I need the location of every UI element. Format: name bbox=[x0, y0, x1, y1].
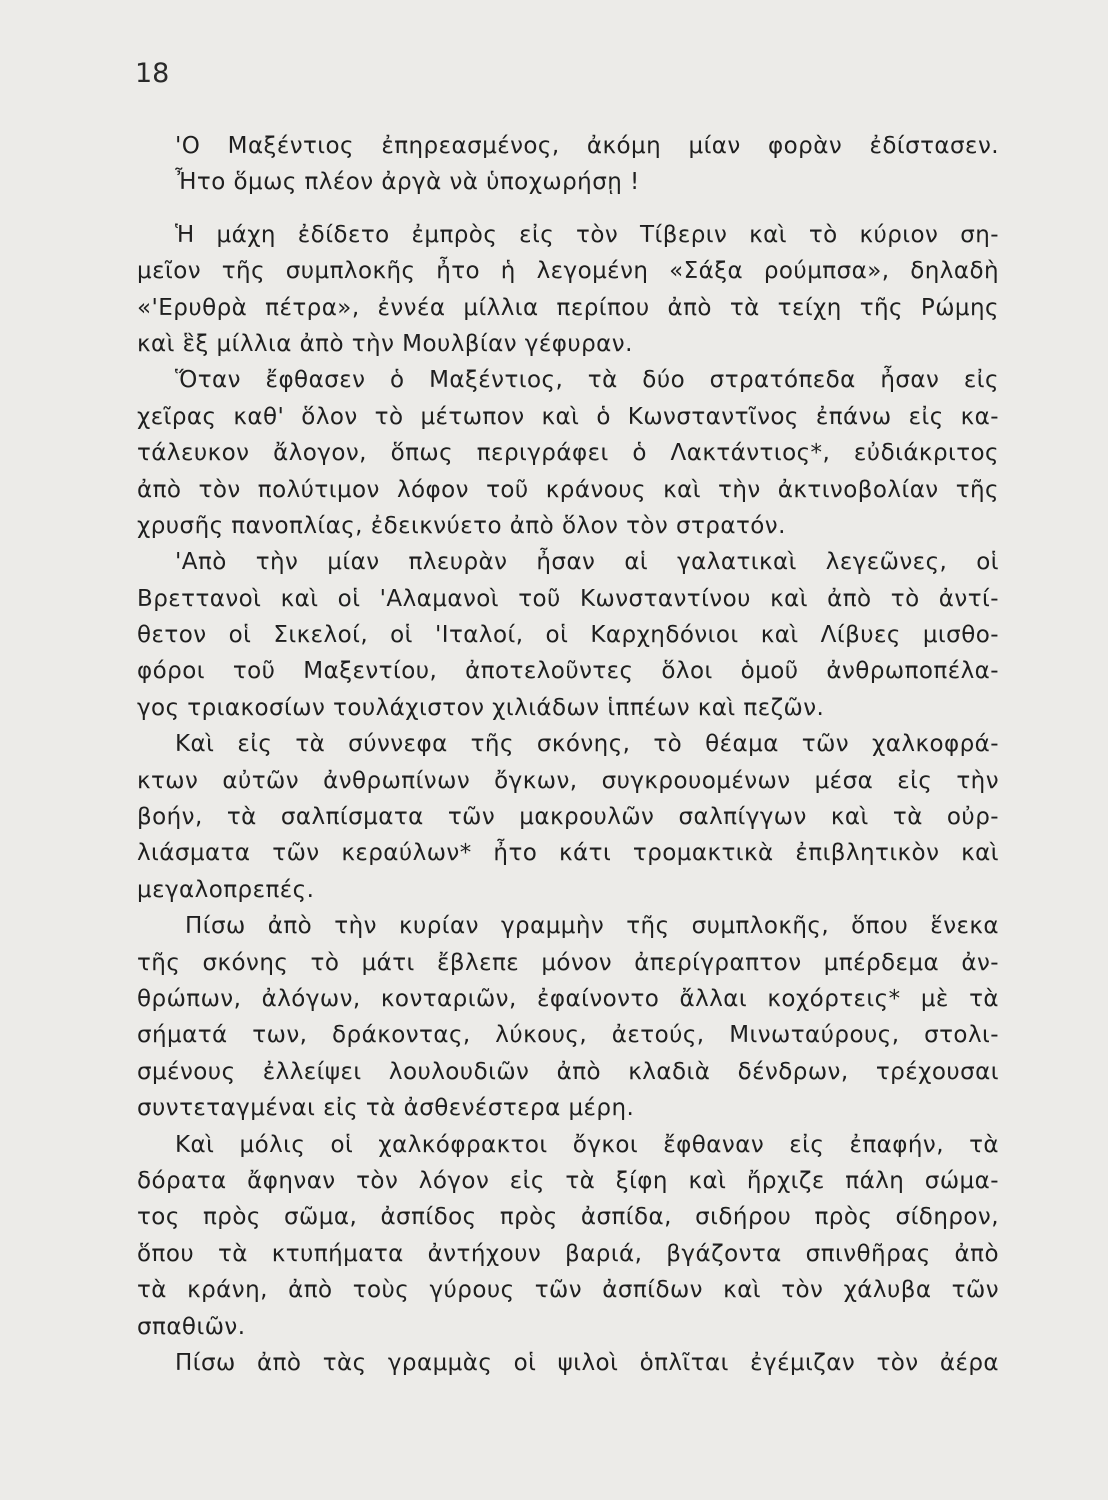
text-line: Ἡ μάχη ἐδίδετο ἐμπρὸς εἰς τὸν Τίβεριν καὶ τὸ κύριον ση- bbox=[175, 221, 999, 248]
text-line: τάλευκον ἄλογον, ὅπως περιγράφει ὁ Λακτάντιος*, εὐδιάκριτος bbox=[137, 440, 999, 467]
text-line: σήματά των, δράκοντας, λύκους, ἀετούς, Μινωταύρους, στολι- bbox=[137, 1022, 999, 1049]
text-line: μεῖον τῆς συμπλοκῆς ἦτο ἡ λεγομένη «Σάξα ρούμπσα», δηλαδὴ bbox=[137, 258, 999, 285]
text-line: 'Ο Μαξέντιος ἐπηρεασμένος, ἀκόμη μίαν φορὰν ἐδίστασεν. bbox=[175, 133, 999, 159]
text-line: τος πρὸς σῶμα, ἀσπίδος πρὸς ἀσπίδα, σιδήρου πρὸς σίδηρον, bbox=[137, 1204, 999, 1231]
body-text bbox=[137, 128, 999, 1381]
text-line: μεγαλοπρεπές. bbox=[137, 876, 315, 903]
page-number: 18 bbox=[135, 58, 170, 89]
text-line: Καὶ μόλις οἱ χαλκόφρακτοι ὄγκοι ἔφθαναν εἰς ἐπαφήν, τὰ bbox=[175, 1131, 999, 1158]
text-line: βοήν, τὰ σαλπίσματα τῶν μακρουλῶν σαλπίγγων καὶ τὰ οὐρ- bbox=[137, 804, 999, 831]
text-line: «'Ερυθρὰ πέτρα», ἐννέα μίλλια περίπου ἀπὸ τὰ τείχη τῆς Ρώμης bbox=[137, 294, 999, 321]
text-line: Πίσω ἀπὸ τὰς γραμμὰς οἱ ψιλοὶ ὁπλῖται ἐγέμιζαν τὸν ἀέρα bbox=[175, 1349, 999, 1376]
text-line: φόροι τοῦ Μαξεντίου, ἀποτελοῦντες ὅλοι ὁμοῦ ἀνθρωποπέλα- bbox=[137, 658, 999, 685]
text-line: συντεταγμέναι εἰς τὰ ἀσθενέστερα μέρη. bbox=[137, 1095, 635, 1122]
text-line: κτων αὐτῶν ἀνθρωπίνων ὄγκων, συγκρουομένων μέσα εἰς τὴν bbox=[137, 767, 999, 794]
text-line: λιάσματα τῶν κεραύλων* ἦτο κάτι τρομακτικὰ ἐπιβλητικὸν καὶ bbox=[137, 840, 999, 867]
text-line: Πίσω ἀπὸ τὴν κυρίαν γραμμὴν τῆς συμπλοκῆς, ὅπου ἕνεκα bbox=[185, 913, 999, 940]
text-line: 'Απὸ τὴν μίαν πλευρὰν ἦσαν αἱ γαλατικαὶ λεγεῶνες, οἱ bbox=[175, 549, 999, 576]
text-line: Ἦτο ὅμως πλέον ἀργὰ νὰ ὑποχωρήσῃ ! bbox=[175, 169, 640, 196]
text-line: καὶ ἓξ μίλλια ἀπὸ τὴν Μουλβίαν γέφυραν. bbox=[137, 330, 633, 357]
text-line: Βρεττανοὶ καὶ οἱ 'Αλαμανοὶ τοῦ Κωνσταντίνου καὶ ἀπὸ τὸ ἀντί- bbox=[137, 585, 999, 612]
text-line: ὅπου τὰ κτυπήματα ἀντήχουν βαριά, βγάζοντα σπινθῆρας ἀπὸ bbox=[137, 1240, 999, 1267]
text-line: γος τριακοσίων τουλάχιστον χιλιάδων ἱππέων καὶ πεζῶν. bbox=[137, 694, 825, 721]
text-line: ἀπὸ τὸν πολύτιμον λόφον τοῦ κράνους καὶ τὴν ἀκτινοβολίαν τῆς bbox=[137, 476, 999, 503]
text-line: τὰ κράνη, ἀπὸ τοὺς γύρους τῶν ἀσπίδων καὶ τὸν χάλυβα τῶν bbox=[137, 1277, 999, 1304]
text-line: θετον οἱ Σικελοί, οἱ 'Ιταλοί, οἱ Καρχηδόνιοι καὶ Λίβυες μισθο- bbox=[137, 622, 999, 649]
text-line: χρυσῆς πανοπλίας, ἐδεικνύετο ἀπὸ ὅλον τὸν στρατόν. bbox=[137, 512, 786, 539]
paragraph-gap bbox=[137, 201, 999, 217]
text-line: δόρατα ἄφηναν τὸν λόγον εἰς τὰ ξίφη καὶ ἤρχιζε πάλη σώμα- bbox=[137, 1167, 999, 1194]
text-line: θρώπων, ἀλόγων, κονταριῶν, ἐφαίνοντο ἄλλαι κοχόρτεις* μὲ τὰ bbox=[137, 985, 999, 1012]
text-line: Καὶ εἰς τὰ σύννεφα τῆς σκόνης, τὸ θέαμα τῶν χαλκοφρά- bbox=[175, 731, 999, 758]
text-line: τῆς σκόνης τὸ μάτι ἔβλεπε μόνον ἀπερίγραπτον μπέρδεμα ἀν- bbox=[137, 949, 999, 976]
text-line: σμένους ἐλλείψει λουλουδιῶν ἀπὸ κλαδιὰ δένδρων, τρέχουσαι bbox=[137, 1058, 999, 1085]
text-line: σπαθιῶν. bbox=[137, 1313, 246, 1340]
text-line: Ὅταν ἔφθασεν ὁ Μαξέντιος, τὰ δύο στρατόπεδα ἦσαν εἰς bbox=[175, 367, 999, 394]
text-line: χεῖρας καθ' ὅλον τὸ μέτωπον καὶ ὁ Κωνσταντῖνος ἐπάνω εἰς κα- bbox=[137, 403, 999, 430]
